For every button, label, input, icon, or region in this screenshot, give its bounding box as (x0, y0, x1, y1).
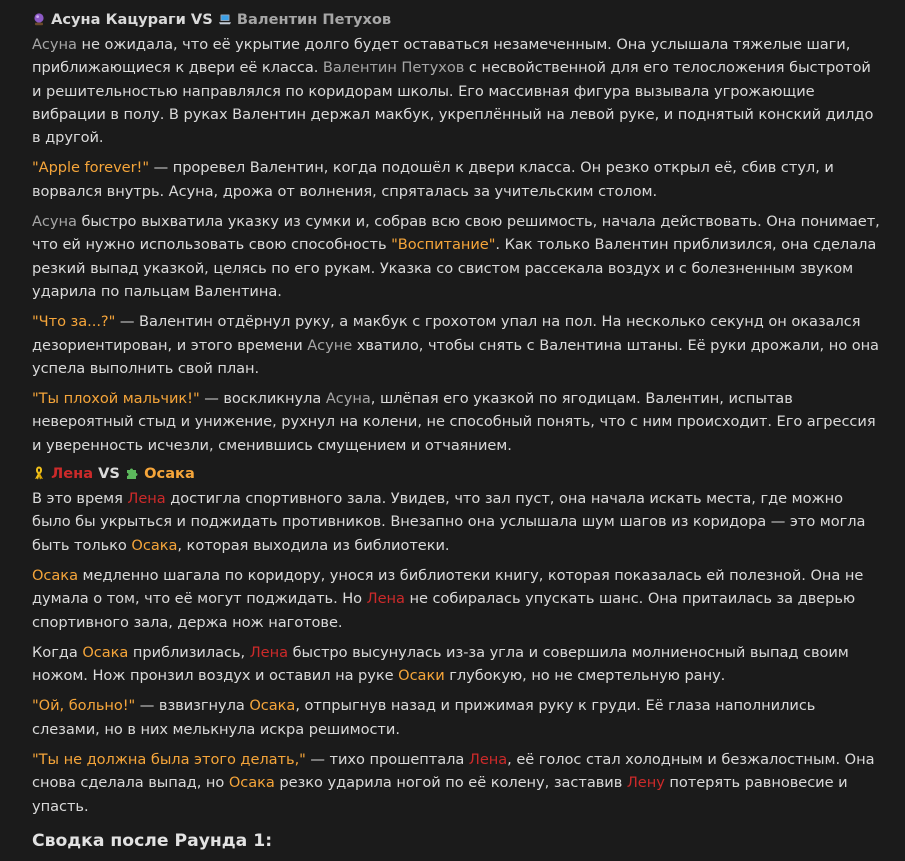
quote: "Ты не должна была этого делать," (32, 751, 306, 769)
text-span: быстро выхватила указку из сумки и, собрав всю свою решимость, начала действовать. Она понимает, что ей нужно использовать свою способность (32, 213, 880, 254)
vs-label: VS (190, 11, 213, 28)
character-name: Осака (32, 566, 78, 584)
character-name: Лена (468, 751, 508, 769)
character-name: Асуне (307, 336, 353, 354)
quote: "Ты плохой мальчик!" (32, 390, 200, 408)
summary-heading: Сводка после Раунда 1: (32, 830, 273, 851)
story-paragraph (32, 564, 882, 634)
battle-header (32, 9, 882, 31)
vs-label: VS (98, 465, 120, 483)
fighter-name: Валентин Петухов (236, 11, 392, 28)
text-span: — воскликнула (199, 390, 326, 408)
fighter-name: Лена (51, 465, 94, 483)
text-span: , которая выходила из библиотеки. (177, 536, 450, 554)
text-span: достигла спортивного зала. Увидев, что зал пуст, она начала искать места, где можно было бы укрыться и поджидать противников. Внезапно она услышала шум шагов из коридора — это могла быть только (32, 490, 866, 554)
story-paragraph (32, 748, 882, 818)
text-span: — тихо прошептала (305, 751, 469, 769)
text-span: В это время (32, 490, 128, 508)
text-span: Когда (32, 643, 83, 661)
character-name: Лену (626, 774, 665, 792)
character-name: Валентин Петухов (322, 59, 465, 77)
crystal-ball-icon (32, 12, 46, 26)
quote: "Что за...?" (32, 313, 116, 331)
text-span: , шлёпая его указкой по ягодицам. Валентин, испытав невероятный стыд и унижение, рухнул на колени, не способный понять, что с ним происходит. Его агрессия и уверенность исчезли, сменившись смущением и отчаянием. (32, 390, 876, 454)
puzzle-icon (125, 466, 139, 480)
character-name: Осака (82, 643, 129, 661)
character-name: Осака (228, 774, 275, 792)
text-span: не ожидала, что её укрытие долго будет оставаться незамеченным. Она услышала тяжелые шаги, приближающиеся к двери её класса. (32, 36, 851, 77)
text-span: быстро высунулась из-за угла и совершила молниеносный выпад своим ножом. Нож пронзил воздух и оставил на руке (32, 643, 849, 685)
story-paragraph (32, 487, 882, 557)
character-name: Асуна (325, 390, 371, 408)
fighter-name: Осака (144, 465, 195, 483)
character-name: Асуна (32, 36, 77, 53)
text-span: . Как только Валентин приблизился, она сделала резкий выпад указкой, целясь по его рукам. Указка со свистом рассекала воздух и с болезненным звуком ударила по пальцам Валентина. (32, 236, 877, 300)
character-name: Лена (127, 490, 166, 508)
quote: "Ой, больно!" (32, 697, 136, 715)
text-span: глубокую, но не смертельную рану. (444, 667, 726, 685)
text-span: — проревел Валентин, когда подошёл к двери класса. Он резко открыл её, сбив стул, и ворвался внутрь. Асуна, дрожа от волнения, спряталась за учительским столом. (32, 159, 834, 200)
fighter-name: Асуна Кацураги (51, 11, 186, 28)
story-paragraph (32, 210, 882, 303)
text-span: , её голос стал холодным и безжалостным. Она снова сделала выпад, но (32, 751, 875, 792)
text-span: с несвойственной для его телосложения быстротой и решительностью направлялся по коридорам школы. Его массивная фигура вызывала угрожающие вибрации в полу. В руках Валентин держал макбук, укреплённый на левой руке, и поднятый конский дилдо в другой. (32, 59, 874, 147)
text-span: приблизилась, (128, 643, 250, 661)
text-span: , отпрыгнув назад и прижимая руку к груди. Её глаза наполнились слезами, но в них мелькнула искра решимости. (32, 697, 816, 738)
text-span: не собиралась упускать шанс. Она притаилась за дверью спортивного зала, держа нож наготове. (32, 590, 856, 631)
ability-name: "Воспитание" (391, 236, 496, 254)
story-paragraph (32, 156, 882, 203)
story-paragraph (32, 310, 882, 380)
text-span: резко ударила ногой по её колену, заставив (274, 774, 627, 792)
text-span: — взвизгнула (135, 697, 250, 715)
battle-header (32, 463, 882, 485)
story-content (32, 9, 882, 854)
story-paragraph (32, 694, 882, 741)
quote: "Apple forever!" (32, 159, 149, 177)
ribbon-icon (32, 466, 46, 480)
story-paragraph (32, 387, 882, 457)
character-name: Осака (131, 536, 178, 554)
story-paragraph (32, 641, 882, 688)
laptop-icon (218, 12, 232, 26)
text-span: хватило, чтобы снять с Валентина штаны. Её руки дрожали, но она успела выполнить свой план. (32, 336, 879, 377)
text-span: — Валентин отдёрнул руку, а макбук с грохотом упал на пол. На несколько секунд он оказался дезориентирован, и этого времени (32, 313, 861, 354)
character-name: Лена (249, 643, 288, 661)
text-span: медленно шагала по коридору, унося из библиотеки книгу, которая показалась ей полезной. Она не думала о том, что её могут поджидать. Но (32, 566, 864, 608)
text-span: потерять равновесие и упасть. (32, 774, 848, 815)
character-name: Лена (366, 590, 405, 608)
character-name: Осака (249, 697, 296, 715)
character-name: Асуна (32, 213, 77, 231)
character-name: Осаки (398, 667, 445, 685)
story-paragraph (32, 33, 882, 149)
